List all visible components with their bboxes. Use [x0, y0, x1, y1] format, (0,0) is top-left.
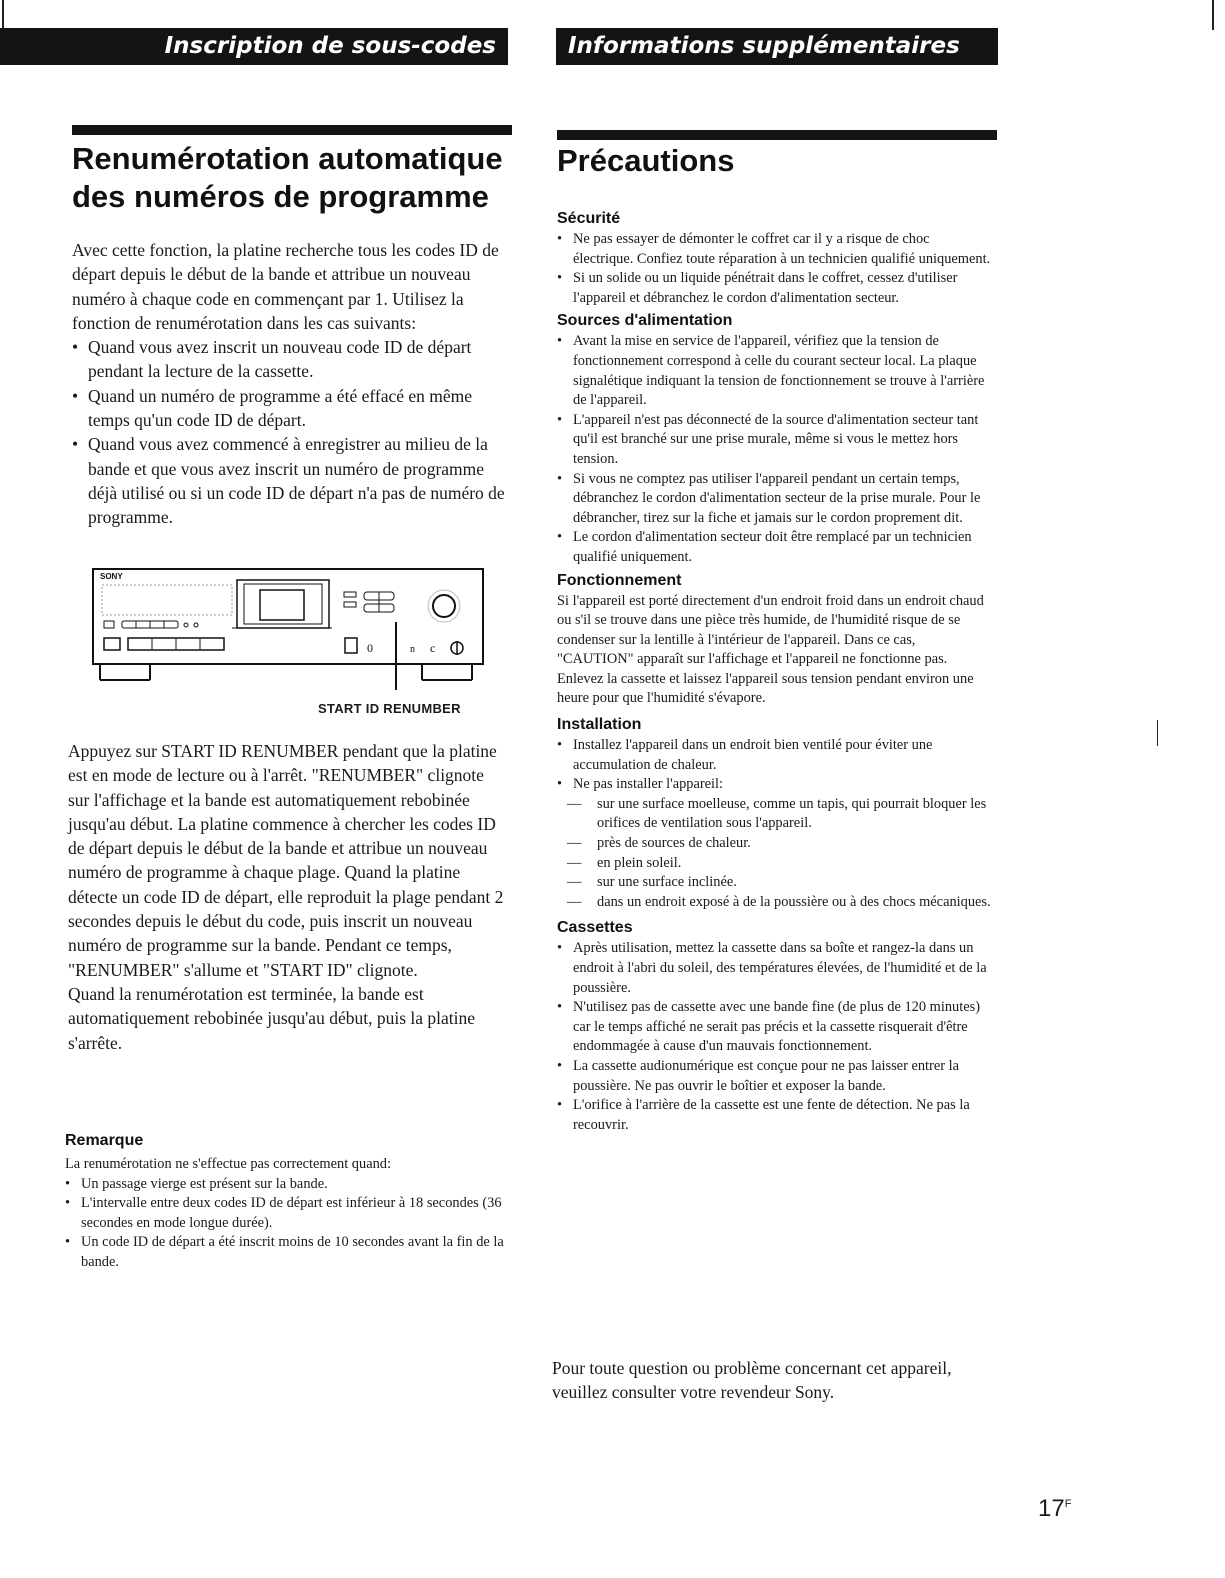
section-heading-cassettes: Cassettes [557, 919, 633, 937]
page-title-left: Renumérotation automatique des numéros de programme [72, 141, 503, 214]
section-heading-alimentation: Sources d'alimentation [557, 312, 733, 330]
installation-list [557, 736, 993, 912]
svg-text:c: c [430, 641, 436, 655]
alimentation-list [557, 332, 993, 567]
list-item: • Avant la mise en service de l'appareil, vérifiez que la tension de fonctionnement correspond à celle du courant secteur local. La plaque signalétique indiquant la tension de fonctionnement se trouve à l'arrière de l'appareil. [557, 332, 993, 410]
list-item: • Quand vous avez commencé à enregistrer au milieu de la bande et que vous avez inscrit un numéro de programme déjà utilisé ou si un code ID de départ n'a pas de numéro de programme. [72, 432, 512, 529]
list-item: • L'orifice à l'arrière de la cassette est une fente de détection. Ne pas la recouvrir. [557, 1096, 993, 1135]
note-box [65, 1130, 505, 1273]
deck-illustration [92, 568, 487, 698]
brand-logo: SONY [100, 572, 123, 581]
list-item: — près de sources de chaleur. [557, 834, 993, 854]
use-cases-list [72, 335, 512, 529]
list-item: • Si un solide ou un liquide pénétrait dans le coffret, cessez d'utiliser l'appareil et débranchez le cordon d'alimentation secteur. [557, 269, 993, 308]
left-column [72, 140, 512, 530]
section-heading-securite: Sécurité [557, 210, 621, 227]
note-list [65, 1175, 505, 1273]
securite-list [557, 230, 993, 308]
list-item: — en plein soleil. [557, 854, 993, 874]
renumber-instructions: Appuyez sur START ID RENUMBER pendant que la platine est en mode de lecture ou à l'arrêt. "RENUMBER" clignote sur l'affichage et la bande est automatiquement rebobinée jusqu'au début. La platine commence à chercher les codes ID de départ depuis le début de la bande et attribue un nouveau numéro de programme à chaque plage. Quand la platine détecte un code ID de départ, elle reproduit la plage pendant 2 secondes depuis le début du code, puis inscrit un nouveau numéro de programme sur la bande. Pendant ce temps, "RENUMBER" s'allume et "START ID" clignote. [68, 741, 504, 980]
renumber-completion: Quand la renumérotation est terminée, la bande est automatiquement rebobinée jusqu'au début, puis la platine s'arrête. [68, 983, 476, 1053]
section-heading-fonctionnement: Fonctionnement [557, 571, 682, 589]
list-item: • N'utilisez pas de cassette avec une bande fine (de plus de 120 minutes) car le temps affiché ne serait pas précis et la cassette risquerait d'être endommagée à cause d'un mauvais fonctionnement. [557, 998, 993, 1057]
intro-paragraph: Avec cette fonction, la platine recherche tous les codes ID de départ depuis le début de la bande et attribue un nouveau numéro à chaque code en commençant par 1. Utilisez la fonction de renumérotation dans les cas suivants: [72, 240, 499, 333]
list-item: — dans un endroit exposé à de la poussière ou à des chocs mécaniques. [557, 893, 993, 913]
list-item: • Si vous ne comptez pas utiliser l'appareil pendant un certain temps, débranchez le cordon d'alimentation secteur de la prise murale. Pour le débrancher, tirez sur la fiche et jamais sur le cordon proprement dit. [557, 470, 993, 529]
deck-drawing [92, 568, 487, 693]
list-item: • Un code ID de départ a été inscrit moins de 10 secondes avant la fin de la bande. [65, 1233, 505, 1272]
page-number-value: 17 [1038, 1495, 1065, 1522]
list-item: • L'intervalle entre deux codes ID de départ est inférieur à 18 secondes (36 secondes en mode longue durée). [65, 1194, 505, 1233]
svg-text:n: n [410, 644, 415, 655]
list-item: — sur une surface moelleuse, comme un tapis, qui pourrait bloquer les orifices de ventilation sous l'appareil. [557, 795, 993, 834]
fonctionnement-text: Si l'appareil est porté directement d'un endroit froid dans un endroit chaud ou s'il se trouve dans une pièce très humide, de l'humidité risque de se condenser sur la lentille à l'intérieur de l'appareil. Dans ce cas, "CAUTION" apparaît sur l'affichage et l'appareil ne fonctionne pas. Enlevez la cassette et laissez l'appareil sous tension pendant environ une heure pour que l'humidité s'évapore. [557, 592, 984, 707]
right-column [557, 142, 997, 180]
list-item: • Installez l'appareil dans un endroit bien ventilé pour éviter une accumulation de chaleur. [557, 736, 993, 775]
list-item: • L'appareil n'est pas déconnecté de la source d'alimentation secteur tant qu'il est branché sur une prise murale, même si vous le mettez hors tension. [557, 411, 993, 470]
section-tab-left: Inscription de sous-codes [0, 28, 508, 65]
section-tab-right: Informations supplémentaires [556, 28, 998, 65]
title-rule-right [557, 130, 997, 140]
list-item: • La cassette audionumérique est conçue pour ne pas laisser entrer la poussière. Ne pas ouvrir le boîtier et exposer la bande. [557, 1057, 993, 1096]
right-margin-mark [1212, 0, 1214, 30]
list-item: • Un passage vierge est présent sur la bande. [65, 1175, 505, 1195]
section-heading-installation: Installation [557, 716, 642, 734]
svg-text:0: 0 [367, 641, 373, 655]
note-intro: La renumérotation ne s'effectue pas correctement quand: [65, 1156, 391, 1172]
precautions-body [557, 208, 993, 1135]
list-item: • Ne pas installer l'appareil: [557, 775, 993, 795]
note-title: Remarque [65, 1132, 144, 1149]
page-number-suffix: F [1064, 1498, 1072, 1510]
list-item: • Quand vous avez inscrit un nouveau code ID de départ pendant la lecture de la cassette. [72, 335, 512, 384]
right-margin-tick [1157, 720, 1158, 746]
closing-text: Pour toute question ou problème concernant cet appareil, veuillez consulter votre revendeur Sony. [552, 1358, 952, 1403]
cassettes-list [557, 939, 993, 1135]
page-title-right: Précautions [557, 143, 735, 178]
left-body [68, 739, 508, 1055]
list-item: • Après utilisation, mettez la cassette dans sa boîte et rangez-la dans un endroit à l'abri du soleil, des températures élevées, de l'humidité et de la poussière. [557, 939, 993, 998]
list-item: — sur une surface inclinée. [557, 873, 993, 893]
list-item: • Quand un numéro de programme a été effacé en même temps qu'un code ID de départ. [72, 384, 512, 433]
list-item: • Ne pas essayer de démonter le coffret car il y a risque de choc électrique. Confiez toute réparation à un technicien qualifié uniquement. [557, 230, 993, 269]
page-number [1038, 1495, 1071, 1523]
closing-note [552, 1356, 972, 1405]
figure-caption: START ID RENUMBER [318, 701, 461, 716]
title-rule-left [72, 125, 512, 135]
list-item: • Le cordon d'alimentation secteur doit être remplacé par un technicien qualifié uniquement. [557, 528, 993, 567]
